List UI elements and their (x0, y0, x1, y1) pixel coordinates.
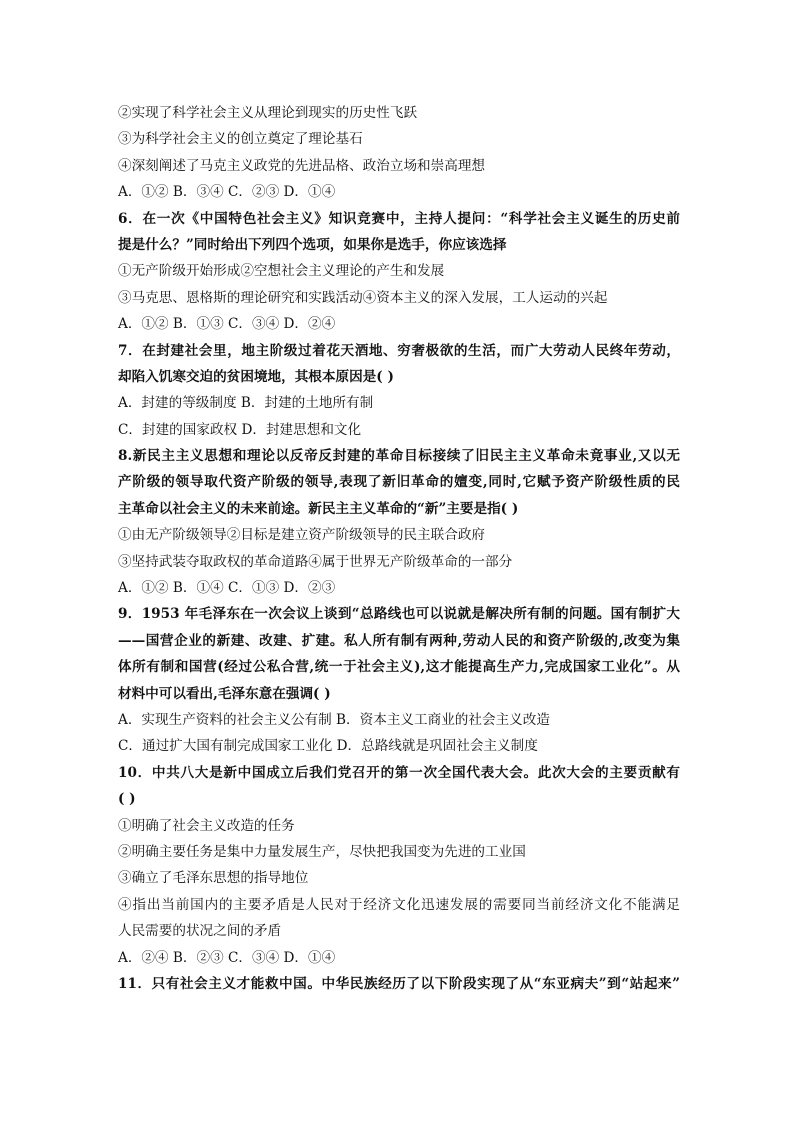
option-statement-line: ④深刻阐述了马克主义政党的先进品格、政治立场和崇高理想 (118, 157, 486, 174)
question-text-line: 6．在一次《中国特色社会主义》知识竞赛中，主持人提问：“科学社会主义诞生的历史前 (118, 210, 680, 227)
option-statement-line: ③坚持武装夺取政权的革命道路④属于世界无产阶级革命的一部分 (118, 553, 513, 570)
option-statement-line: ③马克思、恩格斯的理论研究和实践活动④资本主义的深入发展，工人运动的兴起 (118, 289, 608, 306)
option-statement-line: ②明确主要任务是集中力量发展生产，尽快把我国变为先进的工业国 (118, 843, 526, 860)
question-text-line: 提是什么？”同时给出下列四个选项，如果你是选手，你应该选择 (118, 236, 507, 253)
option-statement-line: ①由无产阶级领导②目标是建立资产阶级领导的民主联合政府 (118, 527, 486, 544)
question-text-line: 9．1953 年毛泽东在一次会议上谈到“总路线也可以说就是解决所有制的问题。国有制扩大 (118, 606, 680, 623)
question-text-line: 体所有制和国营(经过公私合营,统一于社会主义),这才能提高生产力,完成国家工业化”。从 (118, 659, 680, 676)
answer-choices-line: A．①② B．③④ C．②③ D．①④ (118, 184, 336, 201)
question-text-line: 10．中共八大是新中国成立后我们党召开的第一次全国代表大会。此次大会的主要贡献有 (118, 764, 680, 781)
question-text-line: ( ) (118, 791, 136, 808)
option-statement-line: 人民需要的状况之间的矛盾 (118, 923, 282, 940)
question-text-line: 产阶级的领导取代资产阶级的领导,表现了新旧革命的嬗变,同时,它赋予资产阶级性质的民 (118, 474, 680, 491)
question-text-line: ——国营企业的新建、改建、扩建。私人所有制有两种,劳动人民的和资产阶级的,改变为集 (118, 632, 680, 649)
answer-choices-line: A．①② B．①④ C．①③ D．②③ (118, 580, 336, 597)
question-text-line: 材料中可以看出,毛泽东意在强调( ) (118, 685, 331, 702)
question-text-line: 7．在封建社会里，地主阶级过着花天酒地、穷奢极欲的生活，而广大劳动人民终年劳动， (118, 342, 680, 359)
answer-choices-line: A．①② B．①③ C．③④ D．②④ (118, 316, 336, 333)
question-text-line: 8.新民主主义思想和理论以反帝反封建的革命目标接续了旧民主主义革命未竟事业,又以无 (118, 448, 680, 465)
option-statement-line: ①无产阶级开始形成②空想社会主义理论的产生和发展 (118, 263, 445, 280)
document-body (118, 100, 680, 997)
option-statement-line: ③确立了毛泽东思想的指导地位 (118, 870, 309, 887)
answer-choices-line: C．通过扩大国有制完成国家工业化 D．总路线就是巩固社会主义制度 (118, 738, 538, 755)
answer-choices-line: A．实现生产资料的社会主义公有制 B．资本主义工商业的社会主义改造 (118, 711, 550, 728)
question-text-line: 主革命以社会主义的未来前途。新民主主义革命的“新”主要是指( ) (118, 500, 519, 517)
answer-choices-line: A．封建的等级制度 B．封建的土地所有制 (118, 395, 374, 412)
option-statement-line: ④指出当前国内的主要矛盾是人民对于经济文化迅速发展的需要同当前经济文化不能满足 (118, 896, 680, 913)
option-statement-line: ③为科学社会主义的创立奠定了理论基石 (118, 131, 363, 148)
answer-choices-line: C．封建的国家政权 D．封建思想和文化 (118, 421, 362, 438)
answer-choices-line: A．②④ B．②③ C．③④ D．①④ (118, 949, 336, 966)
option-statement-line: ①明确了社会主义改造的任务 (118, 817, 295, 834)
option-statement-line: ②实现了科学社会主义从理论到现实的历史性飞跃 (118, 105, 418, 121)
question-text-line: 11．只有社会主义才能救中国。中华民族经历了以下阶段实现了从“东亚病夫”到“站起来” (118, 975, 680, 992)
question-text-line: 却陷入饥寒交迫的贫困境地，其根本原因是( ) (118, 368, 394, 385)
